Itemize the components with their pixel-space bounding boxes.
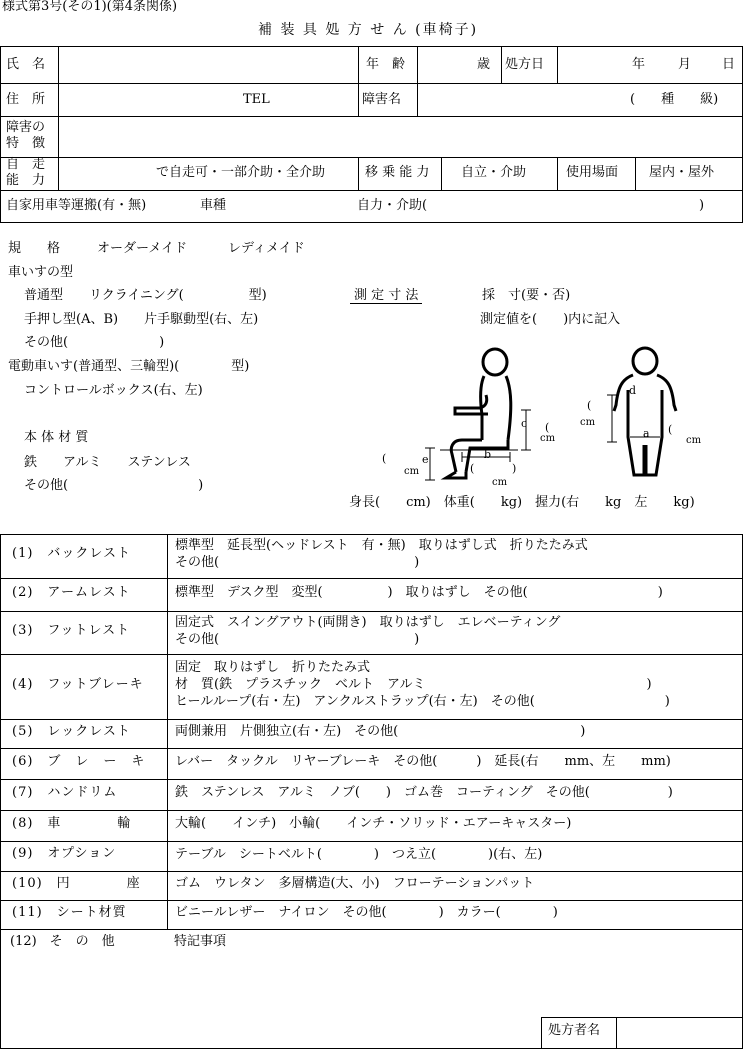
form-id: 様式第3号(その1)(第4条関係) [2,0,178,14]
fig-paren-d-open: ( [587,399,592,412]
fig-paren-a-open: ( [668,423,673,436]
part-label: (5) レックレスト [12,723,131,739]
part-options-line1[interactable]: 固定 取りはずし 折りたたみ式 [175,660,371,675]
car-self-text[interactable]: 自力・介助( [357,198,428,213]
electric-type[interactable]: 電動車いす(普通型、三輪型)( 型) [8,359,250,374]
spec-custom[interactable]: オーダーメイド [97,241,188,256]
material-heading: 本 体 材 質 [24,430,89,445]
transfer-label: 移 乗 能 力 [365,165,430,180]
measure-note: 測定値を( )内に記入 [480,312,621,327]
address-field[interactable] [59,84,358,116]
measure-title-text: 測 定 寸 法 [350,288,422,304]
usage-label: 使用場面 [566,165,619,180]
part-options-line1[interactable]: テーブル シートベルト( ) つえ立( )(右、左) [175,846,543,862]
fig-label-d: d [629,384,637,397]
part-options-line2[interactable]: 材 質(鉄 プラスチック ベルト アルミ ) [175,677,652,692]
age-label: 年 齢 [366,57,406,72]
prescriber-field[interactable] [617,1018,742,1049]
disability-label: 障害名 [362,92,402,107]
date-year: 年 [632,57,646,72]
control-box[interactable]: コントロールボックス(右、左) [24,383,203,398]
usage-value[interactable]: 屋内・屋外 [649,165,715,180]
part-label: (11) シート材質 [12,904,127,920]
spec-ready[interactable]: レディメイド [228,241,305,256]
self-drive-label-2: 能 力 [6,173,46,188]
fig-label-b: b [484,448,492,461]
row-divider [0,654,743,655]
part-options-line2[interactable]: その他( ) [175,555,420,570]
self-drive-value[interactable]: で自走可・一部介助・全介助 [156,165,326,180]
tel-label: TEL [243,92,270,107]
remarks-label: (12) そ の 他 [10,934,115,949]
feature-field[interactable] [59,117,742,157]
car-type-label: 車種 [200,198,227,213]
fig-paren-b-open: ( [470,462,475,475]
part-label: (10) 円 座 [12,875,141,891]
feature-label-2: 特 徴 [6,136,46,151]
name-label: 氏 名 [6,57,46,72]
car-transport[interactable]: 自家用車等運搬(有・無) [6,198,147,213]
part-options-line3[interactable]: ヒールループ(右・左) アンクルストラップ(右・左) その他( ) [175,694,670,709]
part-label: (3) フットレスト [12,622,131,638]
special-notes-field[interactable] [1,955,742,1017]
part-options-line1[interactable]: 標準型 延長型(ヘッドレスト 有・無) 取りはずし式 折りたたみ式 [175,538,588,553]
date-month: 月 [678,57,692,72]
fig-unit-d: cm [580,417,596,428]
address-label: 住 所 [6,92,46,107]
fig-label-a: a [643,427,650,440]
part-options-line1[interactable]: 鉄 ステンレス アルミ ノブ( ) ゴム巻 コーティング その他( ) [175,785,673,800]
fig-unit-a: cm [686,435,702,446]
page-title: 補 装 具 処 方 せ ん (車椅子) [258,22,479,38]
type-push[interactable]: 手押し型(A、B) 片手駆動型(右、左) [24,312,259,327]
part-label: (8) 車 輪 [12,815,132,831]
part-options-line1[interactable]: 標準型 デスク型 変型( ) 取りはずし その他( ) [175,585,663,600]
rx-date-label: 処方日 [505,57,545,72]
part-label: (9) オプション [12,846,117,861]
special-notes-label: 特記事項 [174,934,227,949]
fig-paren-e-open: ( [382,452,387,465]
row-divider [0,611,743,612]
fig-label-c: c [521,417,528,430]
feature-label-1: 障害の [6,120,46,135]
type-heading: 車いすの型 [8,265,74,280]
row-divider [0,871,743,872]
rx-date-field[interactable] [558,47,742,83]
body-metrics[interactable]: 身長( cm) 体重( kg) 握力(右 kg 左 kg) [349,495,695,510]
transfer-value[interactable]: 自立・介助 [461,165,527,180]
age-unit: 歳 [477,57,491,72]
row-divider [0,779,743,780]
row-divider [0,810,743,811]
grade-text: ( 種 級) [630,92,719,107]
part-label: (6) ブ レ ー キ [12,753,146,769]
fig-unit-e: cm [404,466,420,477]
prescriber-label: 処方者名 [548,1023,601,1038]
part-label: (7) ハンドリム [12,784,118,800]
part-options-line1[interactable]: ビニールレザー ナイロン その他( ) カラー( ) [175,905,558,920]
fig-unit-b: cm [492,477,508,488]
standing-figure-illustration [600,345,690,480]
materials[interactable]: 鉄 アルミ ステンレス [24,455,191,470]
fig-paren-c-open: ( [545,421,550,434]
row-divider [0,719,743,720]
part-options-line2[interactable]: その他( ) [175,631,420,647]
part-options-line1[interactable]: 両側兼用 片側独立(右・左) その他( ) [175,724,586,739]
fig-unit-c: cm [540,433,556,444]
part-label: (1) バックレスト [12,546,132,561]
fig-paren-b-close: ) [512,462,517,475]
fig-label-e: e [422,453,429,466]
type-other[interactable]: その他( ) [24,335,165,350]
part-options-line1[interactable]: 大輪( インチ) 小輪( インチ・ソリッド・エアーキャスター) [175,816,572,831]
seated-figure-illustration [400,340,580,490]
row-divider [0,929,743,930]
spec-label: 規 格 [8,241,61,256]
row-divider [0,900,743,901]
measure-required[interactable]: 採 寸(要・否) [482,288,571,303]
measure-title [350,289,422,304]
date-day: 日 [722,57,736,72]
self-drive-label-1: 自 走 [6,157,46,172]
type-standard[interactable]: 普通型 リクライニング( 型) [24,288,267,303]
part-options-line1[interactable]: レバー タックル リヤーブレーキ その他( ) 延長(右 mm、左 mm) [175,754,671,769]
part-label: (2) アームレスト [12,584,131,600]
row-divider [0,748,743,749]
name-field[interactable] [59,47,358,83]
part-options-line1[interactable]: 固定式 スイングアウト(両開き) 取りはずし エレベーティング [175,614,561,630]
car-self-close: ) [699,198,705,213]
part-options-line1[interactable]: ゴム ウレタン 多層構造(大、小) フローテーションパット [175,876,535,891]
row-divider [0,841,743,842]
part-label: (4) フットブレーキ [12,676,144,692]
row-divider [0,578,743,579]
material-other[interactable]: その他( ) [24,478,204,493]
